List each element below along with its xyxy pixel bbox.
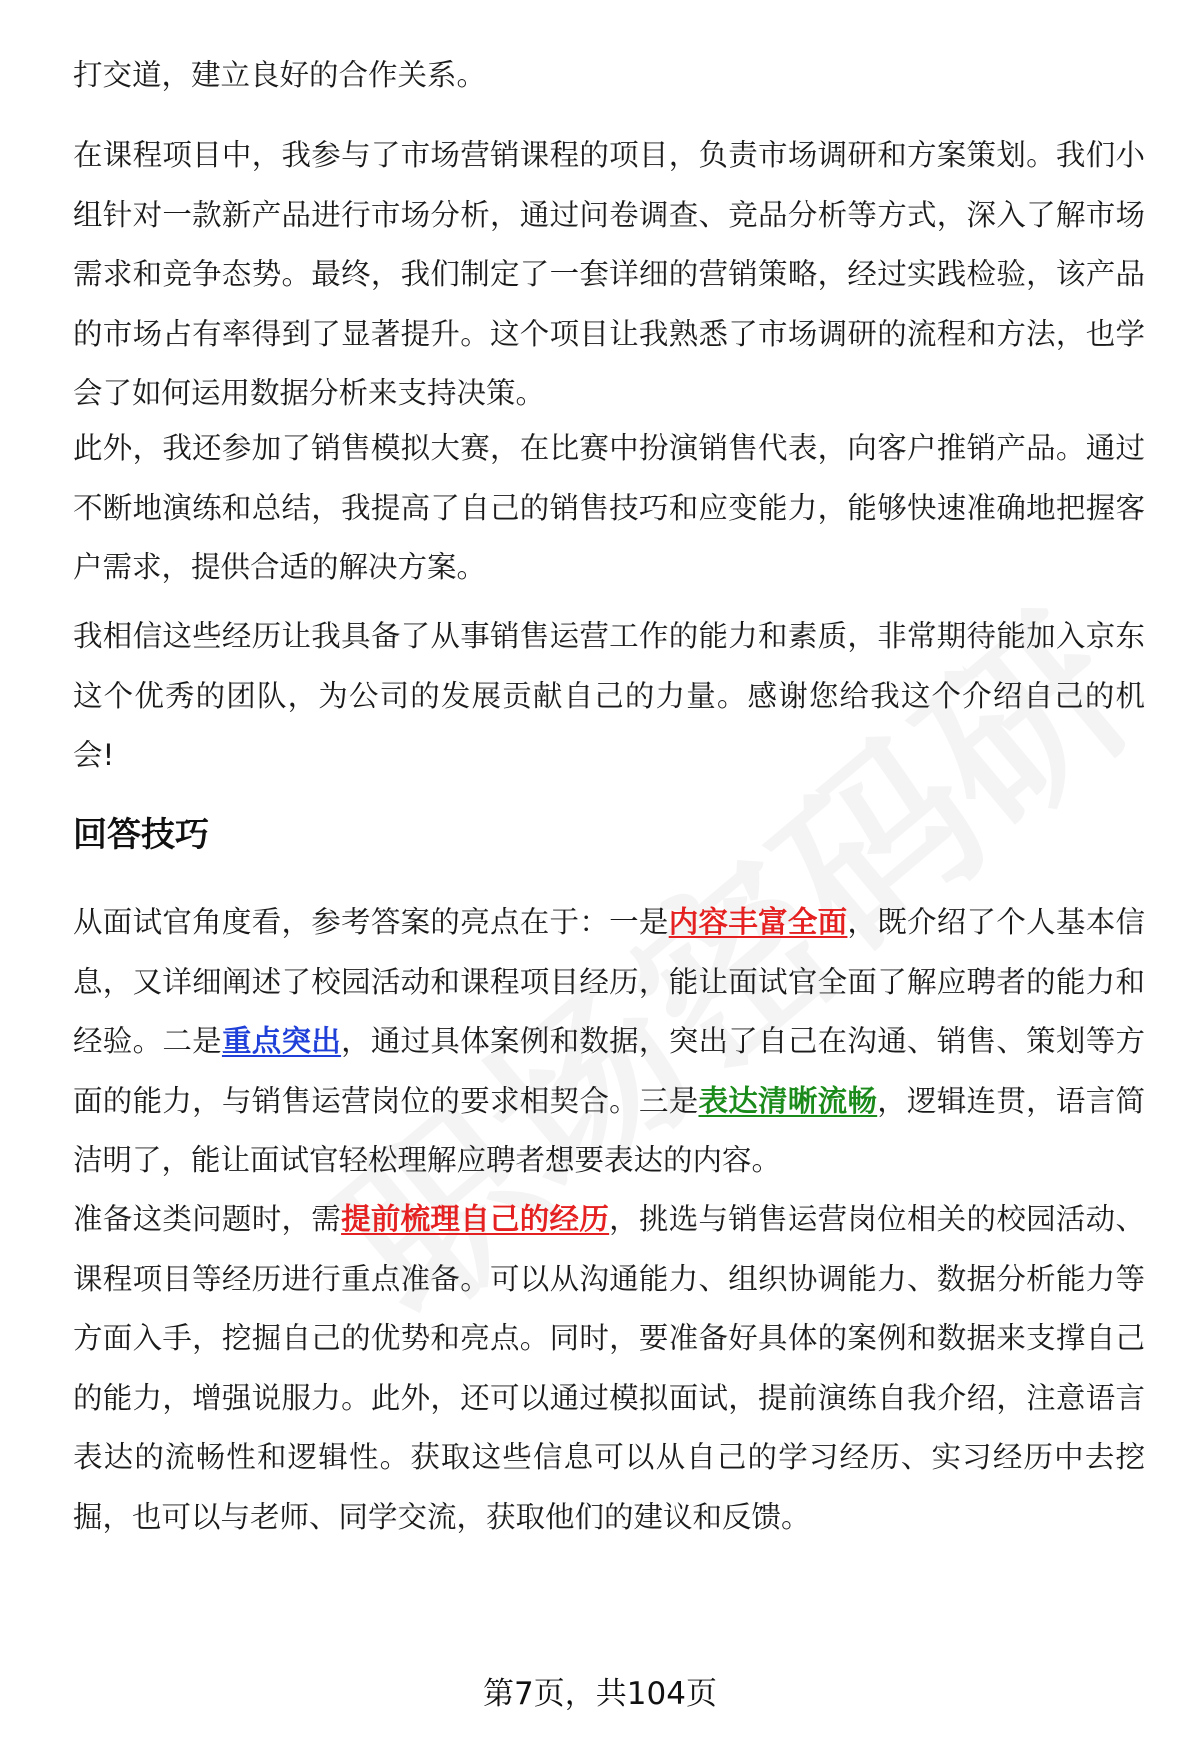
- paragraph-course-project: 在课程项目中，我参与了市场营销课程的项目，负责市场调研和方案策划。我们小组针对一款新产品进行市场分析，通过问卷调查、竞品分析等方式，深入了解市场需求和竞争态势。最终，我们制定了一套详细的营销策略，经过实践检验，该产品的市场占有率得到了显著提升。这个项目让我熟悉了市场调研的流程和方法，也学会了如何运用数据分析来支持决策。: [73, 138, 1145, 410]
- highlight-key-points: 重点突出: [221, 1024, 342, 1058]
- highlight-clear-expression: 表达清晰流畅: [698, 1083, 878, 1118]
- page-number-footer: 第7页，共104页: [483, 1676, 717, 1712]
- paragraph-closing: 我相信这些经历让我具备了从事销售运营工作的能力和素质，非常期待能加入京东这个优秀的团队，为公司的发展贡献自己的力量。感谢您给我这个介绍自己的机会!: [73, 619, 1145, 772]
- paragraph-sales-contest: 此外，我还参加了销售模拟大赛，在比赛中扮演销售代表，向客户推销产品。通过不断地演练和总结，我提高了自己的销售技巧和应变能力，能够快速准确地把握客户需求，提供合适的解决方案。: [73, 431, 1145, 584]
- tips-text: ，逻辑连贯，语言简洁明了，能让面试官轻松理解应聘者想要表达的内容。: [73, 1083, 1145, 1177]
- document-page: [73, 0, 1145, 1755]
- tips-text: 从面试官角度看，参考答案的亮点在于：一是: [73, 905, 669, 939]
- highlight-content-rich: 内容丰富全面: [668, 905, 848, 939]
- tips-text: ，挑选与销售运营岗位相关的校园活动、课程项目等经历进行重点准备。可以从沟通能力、组织协调能力、数据分析能力等方面入手，挖掘自己的优势和亮点。同时，要准备好具体的案例和数据来支撑自己的能力，增强说服力。此外，还可以通过模拟面试，提前演练自我介绍，注意语言表达的流畅性和逻辑性。获取这些信息可以从自己的学习经历、实习经历中去挖掘，也可以与老师、同学交流，获取他们的建议和反馈。: [73, 1202, 1145, 1534]
- tips-text: ，通过具体案例和数据，突出了自己在沟通、销售、策划等方面的能力，与销售运营岗位的要求相契合。三是: [73, 1024, 1145, 1118]
- tips-text: ，既介绍了个人基本信息，又详细阐述了校园活动和课程项目经历，能让面试官全面了解应聘者的能力和经验。二是: [73, 905, 1145, 1058]
- paragraph-intro-end: 打交道，建立良好的合作关系。: [73, 58, 487, 92]
- highlight-sort-experience: 提前梳理自己的经历: [341, 1202, 610, 1236]
- tips-text: 准备这类问题时，需: [73, 1202, 342, 1236]
- paragraph-tips-highlights: [73, 893, 1145, 1191]
- paragraph-tips-preparation: [73, 1190, 1145, 1547]
- section-heading: 回答技巧: [73, 815, 209, 855]
